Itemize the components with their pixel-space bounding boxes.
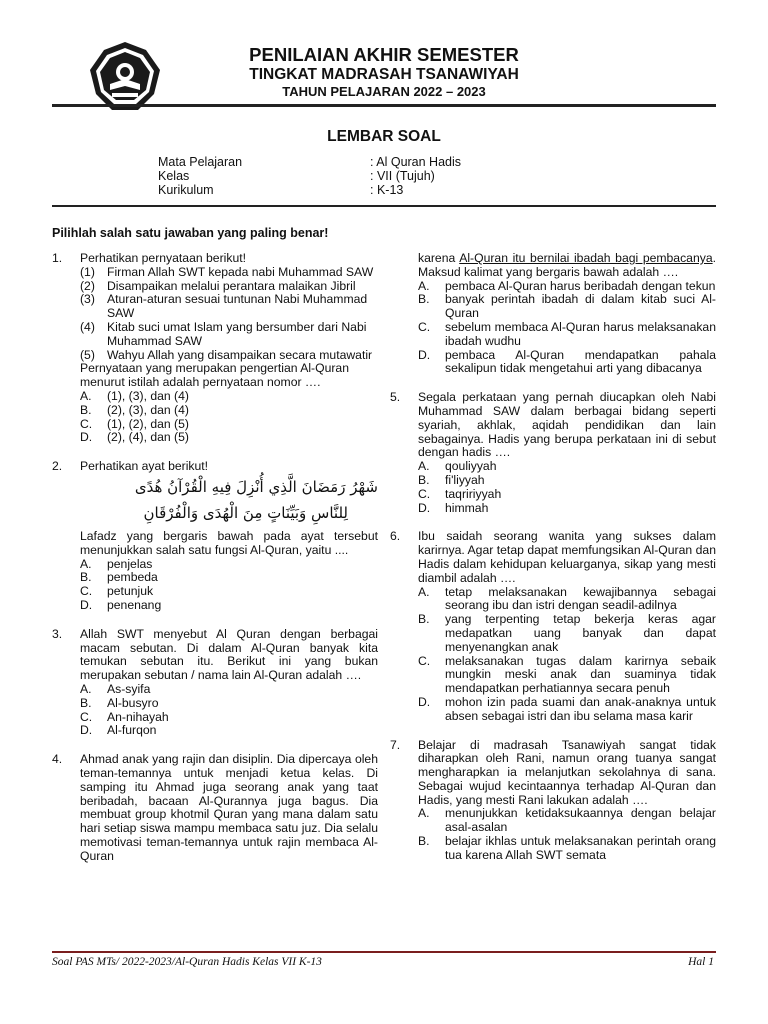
- option-text: sebelum membaca Al-Quran harus melaksanakan ibadah wudhu: [445, 319, 716, 348]
- answer-option[interactable]: [418, 807, 716, 835]
- answer-option[interactable]: [80, 711, 378, 725]
- meta-value: : Al Quran Hadis: [370, 155, 462, 169]
- option-text: petunjuk: [107, 584, 154, 599]
- option-text: qouliyyah: [445, 459, 497, 474]
- question-text: Segala perkataan yang pernah diucapkan oleh Nabi Muhammad SAW dalam berbagai bidang seperti syariah, akhlak, aqidah pendidikan dan lain sebagainya. Hadis yang berupa perkataan ini di sebut dengan hadis ….: [418, 390, 716, 460]
- option-label: D.: [80, 430, 93, 445]
- option-text: tetap melaksanakan kewajibannya sebagai seorang ibu dan istri dengan seadil-adilnya: [445, 584, 716, 613]
- option-label: B.: [80, 695, 92, 710]
- option-text: (1), (3), dan (4): [107, 388, 189, 403]
- answer-option[interactable]: [418, 696, 716, 724]
- answer-option[interactable]: [418, 280, 716, 294]
- underlined-phrase: Al-Quran itu bernilai ibadah bagi pembacanya: [459, 251, 713, 265]
- option-text: yang terpenting tetap bekerja keras agar medapatkan uang banyak dan dapat menyenangkan anak: [445, 612, 716, 654]
- option-label: D.: [418, 694, 431, 709]
- option-label: B.: [80, 402, 92, 417]
- page-number: Hal 1: [688, 956, 714, 968]
- option-text: penjelas: [107, 556, 153, 571]
- option-label: A.: [80, 681, 92, 696]
- option-label: C.: [418, 319, 431, 334]
- answer-option[interactable]: [80, 418, 378, 432]
- statement-item: [80, 321, 378, 349]
- option-text: himmah: [445, 500, 489, 515]
- answer-option[interactable]: [418, 488, 716, 502]
- option-label: D.: [80, 597, 93, 612]
- answer-option[interactable]: [80, 585, 378, 599]
- option-label: C.: [418, 486, 431, 501]
- question-text-continued: karena Al-Quran itu bernilai ibadah bagi pembacanya. Maksud kalimat yang bergaris bawah adalah ….: [418, 251, 716, 279]
- option-text: belajar ikhlas untuk melaksanakan perintah orang tua karena Allah SWT semata: [445, 834, 716, 862]
- sheet-title: LEMBAR SOAL: [327, 128, 441, 145]
- option-label: C.: [80, 709, 93, 724]
- answer-option[interactable]: [80, 431, 378, 445]
- option-text: banyak perintah ibadah di dalam kitab suci Al-Quran: [445, 292, 716, 321]
- question-text: Pernyataan yang merupakan pengertian Al-Quran menurut istilah adalah pernyataan nomor ….: [80, 361, 349, 390]
- option-label: A.: [418, 278, 430, 293]
- arabic-verse-line-1: شَهْرُ رَمَضَانَ الَّذِي أُنْزِلَ فِيهِ الْقُرْآنُ هُدًى: [134, 477, 378, 496]
- document-subtitle: TINGKAT MADRASAH TSANAWIYAH: [249, 66, 519, 83]
- statement-text: Aturan-aturan sesuai tuntunan Nabi Muhammad SAW: [107, 292, 368, 321]
- footer-divider: [52, 951, 716, 953]
- question-number: 7.: [390, 737, 401, 752]
- question-2: [52, 460, 378, 613]
- document-title: PENILAIAN AKHIR SEMESTER: [249, 44, 519, 65]
- question-intro: Perhatikan ayat berikut!: [80, 459, 209, 474]
- option-text: (2), (3), dan (4): [107, 402, 189, 417]
- option-text: (1), (2), dan (5): [107, 416, 189, 431]
- question-number: 4.: [52, 752, 63, 767]
- statement-text: Disampaikan melalui perantara malaikan Jibril: [107, 278, 356, 293]
- question-number: 2.: [52, 459, 63, 474]
- answer-option[interactable]: [418, 502, 716, 516]
- statement-label: (2): [80, 278, 95, 293]
- option-label: C.: [80, 416, 93, 431]
- meta-label: Mata Pelajaran: [158, 155, 243, 169]
- option-text: An-nihayah: [107, 709, 169, 724]
- question-4: [52, 753, 378, 863]
- statement-item: [80, 293, 378, 321]
- question-text: Belajar di madrasah Tsanawiyah sangat tidak diharapkan oleh Rani, namun orang tuanya sangat mengharapkan ia melanjutkan sekolahnya di sana. Sebagai wujud kecintaannya terhadap Al-Quran dan Hadis, yang mesti Rani lakukan adalah ….: [418, 737, 716, 807]
- option-text: fi'liyyah: [445, 472, 485, 487]
- option-text: Al-furqon: [107, 723, 157, 738]
- option-label: C.: [80, 584, 93, 599]
- option-label: D.: [80, 723, 93, 738]
- option-text: penenang: [107, 597, 162, 612]
- option-text: menunjukkan ketidaksukaannya dengan belajar asal-asalan: [445, 806, 716, 835]
- option-text: mohon izin pada suami dan anak-anaknya untuk absen sebagai istri dan ibu selama masa karir: [445, 694, 716, 723]
- answer-option[interactable]: [80, 697, 378, 711]
- instruction: Pilihlah salah satu jawaban yang paling benar!: [52, 226, 329, 240]
- answer-option[interactable]: [80, 571, 378, 585]
- statement-label: (1): [80, 264, 95, 279]
- option-text: taqririyyah: [445, 486, 502, 501]
- option-label: A.: [80, 556, 92, 571]
- statement-text: Wahyu Allah yang disampaikan secara mutawatir: [107, 347, 373, 362]
- question-4-continued: [390, 252, 716, 376]
- option-text: (2), (4), dan (5): [107, 430, 189, 445]
- option-label: B.: [418, 834, 430, 849]
- question-3: [52, 628, 378, 738]
- answer-option[interactable]: [80, 390, 378, 404]
- statement-item: [80, 266, 378, 280]
- meta-value: : K-13: [370, 183, 404, 197]
- option-label: B.: [80, 570, 92, 585]
- option-text: pembaca Al-Quran mendapatkan pahala sekalipun tidak mengetahui arti yang dibacanya: [445, 347, 716, 376]
- question-text: Ahmad anak yang rajin dan disiplin. Dia dipercaya oleh teman-temannya untuk menjadi ketua kelas. Di samping itu Ahmad juga seorang anak yang taat beribadah, bacaan Al-Qurannya juga bagus. Dia membuat group khotmil Quran yang mana dalam satu hari setiap siswa mampu membaca satu juz. Dia selalu memotivasi teman-temannya untuk rajin membaca Al-Quran: [80, 752, 378, 863]
- question-7: [390, 739, 716, 863]
- meta-label: Kurikulum: [158, 183, 214, 197]
- statement-item: [80, 280, 378, 294]
- question-text: Ibu saidah seorang wanita yang sukses dalam karirnya. Agar tetap dapat memfungsikan Al-Quran dan Hadis dalam kehidupan keluarganya, sikap yang mesti diambil adalah ….: [418, 529, 716, 585]
- question-number: 1.: [52, 251, 63, 265]
- question-text: Lafadz yang bergaris bawah pada ayat tersebut menunjukkan salah satu fungsi Al-Quran, yaitu ....: [80, 528, 378, 557]
- answer-option[interactable]: [418, 655, 716, 696]
- left-column: [52, 252, 378, 878]
- header-divider: [52, 104, 716, 107]
- question-text: Allah SWT menyebut Al Quran dengan berbagai macam sebutan. Di dalam Al-Quran banyak kita temukan sebutan itu. Berikut ini yang bukan merupakan sebutan / nama lain Al-Quran adalah ….: [80, 626, 378, 683]
- answer-option[interactable]: [80, 683, 378, 697]
- question-5: [390, 391, 716, 515]
- answer-option[interactable]: [418, 460, 716, 474]
- option-label: B.: [418, 472, 430, 487]
- option-label: B.: [418, 612, 430, 627]
- meta-label: Kelas: [158, 169, 190, 183]
- question-1: [52, 252, 378, 445]
- answer-option[interactable]: [418, 835, 716, 863]
- academic-year: TAHUN PELAJARAN 2022 – 2023: [282, 84, 486, 99]
- answer-option[interactable]: [80, 558, 378, 572]
- answer-option[interactable]: [418, 613, 716, 654]
- question-6: [390, 530, 716, 723]
- option-text: melaksanakan tugas dalam karirnya sebaik mungkin meski anak dan suaminya tidak mendapatkan perhatiannya secara penuh: [445, 653, 716, 696]
- answer-option[interactable]: [80, 599, 378, 613]
- statement-item: [80, 349, 378, 363]
- statement-text: Kitab suci umat Islam yang bersumber dari Nabi Muhammad SAW: [107, 319, 367, 348]
- statement-label: (3): [80, 292, 95, 307]
- answer-option[interactable]: [80, 404, 378, 418]
- right-column: [390, 252, 716, 878]
- question-number: 5.: [390, 390, 401, 405]
- option-label: A.: [418, 459, 430, 474]
- footer-left-text: Soal PAS MTs/ 2022-2023/Al-Quran Hadis Kelas VII K-13: [52, 956, 322, 968]
- option-text: pembeda: [107, 570, 158, 585]
- meta-value: : VII (Tujuh): [370, 169, 435, 183]
- answer-option[interactable]: [418, 321, 716, 349]
- statement-label: (4): [80, 319, 95, 334]
- question-intro: Perhatikan pernyataan berikut!: [80, 251, 246, 265]
- question-number: 3.: [52, 626, 63, 641]
- option-label: A.: [80, 388, 92, 403]
- answer-option[interactable]: [418, 586, 716, 614]
- option-text: As-syifa: [107, 681, 151, 696]
- answer-option[interactable]: [418, 293, 716, 321]
- arabic-verse-line-2: لِلنَّاسِ وَبَيِّنَاتٍ مِنَ الْهُدَى وَالْفُرْقَانِ: [143, 503, 348, 522]
- option-text: Al-busyro: [107, 695, 159, 710]
- meta-divider: [52, 205, 716, 207]
- statement-label: (5): [80, 347, 95, 362]
- option-text: pembaca Al-Quran harus beribadah dengan tekun: [445, 278, 716, 293]
- option-label: D.: [418, 347, 431, 362]
- option-label: A.: [418, 584, 430, 599]
- answer-option[interactable]: [418, 474, 716, 488]
- statement-text: Firman Allah SWT kepada nabi Muhammad SAW: [107, 264, 374, 279]
- option-label: A.: [418, 806, 430, 821]
- option-label: C.: [418, 653, 431, 668]
- option-label: D.: [418, 500, 431, 515]
- option-label: B.: [418, 292, 430, 307]
- question-number: 6.: [390, 529, 401, 544]
- answer-option[interactable]: [80, 724, 378, 738]
- answer-option[interactable]: [418, 349, 716, 377]
